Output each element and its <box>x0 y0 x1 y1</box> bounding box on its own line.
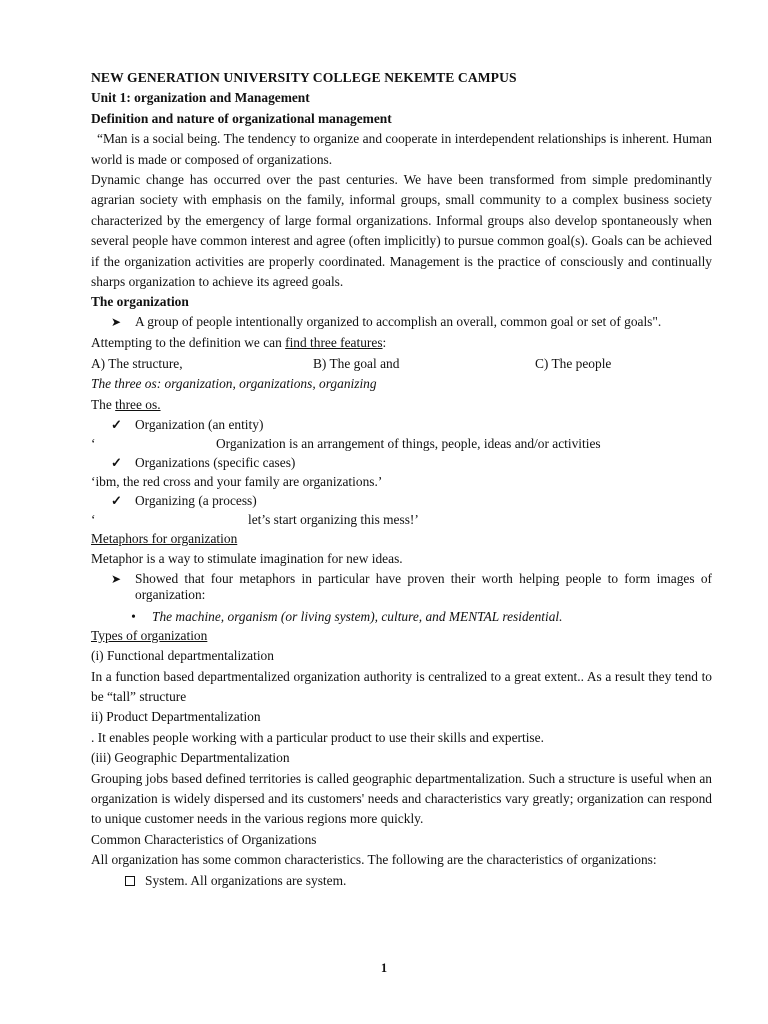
definition-heading: Definition and nature of organizational management <box>91 110 392 126</box>
check-icon: ✓ <box>111 493 122 508</box>
product-text: . It enables people working with a particular product to use their skills and expertise. <box>91 729 544 745</box>
quote-mark: ‘ <box>91 512 96 527</box>
three-os-prefix: The <box>91 396 116 412</box>
feature-goal: B) The goal and <box>313 355 400 371</box>
check-icon: ✓ <box>111 417 122 432</box>
three-os-link-text: three os. <box>115 396 161 412</box>
features-row <box>91 354 712 374</box>
three-os-italic: The three os: organization, organizations, organizing <box>91 376 377 392</box>
geographic-text: Grouping jobs based defined territories is called geographic departmentalization. Such a structure is useful when an organization is widely dispersed and its customers' needs and characteristics vary greatly; organization can respond to unique customer needs in the various regions more quickly. <box>91 770 712 827</box>
metaphor-item <box>91 570 712 607</box>
metaphors-heading: Metaphors for organization <box>91 531 238 546</box>
check-item-process <box>91 491 712 510</box>
geographic-heading: (iii) Geographic Departmentalization <box>91 750 290 766</box>
metaphor-sub-item <box>91 607 712 626</box>
page-number: 1 <box>380 961 388 975</box>
check-icon: ✓ <box>111 455 122 470</box>
square-bullet-icon <box>125 876 135 886</box>
quote-entity-text: Organization is an arrangement of things, people, ideas and/or activities <box>216 436 601 451</box>
unit-heading: Unit 1: organization and Management <box>91 90 310 106</box>
document-page <box>91 68 712 890</box>
quote-cases-text: ‘ibm, the red cross and your family are organizations.’ <box>91 474 383 489</box>
features-line <box>91 333 712 353</box>
dynamic-change-paragraph: Dynamic change has occurred over the past centuries. We have been transformed from simple predominantly agrarian society with emphasis on the family, informal groups, small community to a complex business society characterized by the emergency of large formal organizations. Informal groups also develop spontaneously when several people have common interest and agree (often implicitly) to pursue common goal(s). Goals can be achieved if the organization activities are properly coordinated. Management is the practice of consciously and continually sharps organization to achieve its agreed goals. <box>91 172 712 290</box>
organization-definition-text: A group of people intentionally organized to accomplish an overall, common goal or set of goals". <box>135 313 662 329</box>
product-heading: ii) Product Departmentalization <box>91 709 261 725</box>
check-item-process-text: Organizing (a process) <box>135 493 257 508</box>
organization-definition-item <box>91 313 712 334</box>
feature-people: C) The people <box>535 355 612 371</box>
quote-line-process <box>91 510 712 529</box>
check-item-entity <box>91 415 712 434</box>
check-item-cases-text: Organizations (specific cases) <box>135 455 296 470</box>
functional-heading: (i) Functional departmentalization <box>91 648 274 664</box>
system-item-text: System. All organizations are system. <box>145 872 347 888</box>
features-prefix: Attempting to the definition we can <box>91 335 286 351</box>
quote-process-text: let’s start organizing this mess!’ <box>248 512 419 527</box>
feature-structure: A) The structure, <box>91 355 183 371</box>
common-heading: Common Characteristics of Organizations <box>91 831 317 847</box>
three-os-line <box>91 395 712 415</box>
check-item-entity-text: Organization (an entity) <box>135 417 264 432</box>
features-link-text: find three features <box>285 335 383 351</box>
common-text: All organization has some common characteristics. The following are the characteristics of organizations: <box>91 852 657 868</box>
document-title: NEW GENERATION UNIVERSITY COLLEGE NEKEMTE CAMPUS <box>91 70 517 85</box>
system-item <box>91 871 712 890</box>
functional-text: In a function based departmentalized organization authority is centralized to a great extent.. As a result they tend to be “tall” structure <box>91 668 712 705</box>
bullet-icon: • <box>131 608 136 624</box>
features-suffix: : <box>382 335 387 351</box>
types-heading: Types of organization <box>91 627 208 643</box>
metaphor-definition: Metaphor is a way to stimulate imagination for new ideas. <box>91 551 403 567</box>
arrow-bullet-icon: ➤ <box>111 314 122 329</box>
metaphor-sub-text: The machine, organism (or living system), culture, and MENTAL residential. <box>152 608 563 624</box>
quote-mark: ‘ <box>91 436 96 451</box>
arrow-bullet-icon: ➤ <box>111 571 122 586</box>
intro-paragraph: “Man is a social being. The tendency to organize and cooperate in interdependent relationships is inherent. Human world is made or composed of organizations. <box>91 131 712 167</box>
quote-line-entity <box>91 434 712 453</box>
metaphor-item-text: Showed that four metaphors in particular have proven their worth helping people to form images of organization: <box>135 570 712 603</box>
check-item-cases <box>91 453 712 472</box>
organization-heading: The organization <box>91 294 189 310</box>
